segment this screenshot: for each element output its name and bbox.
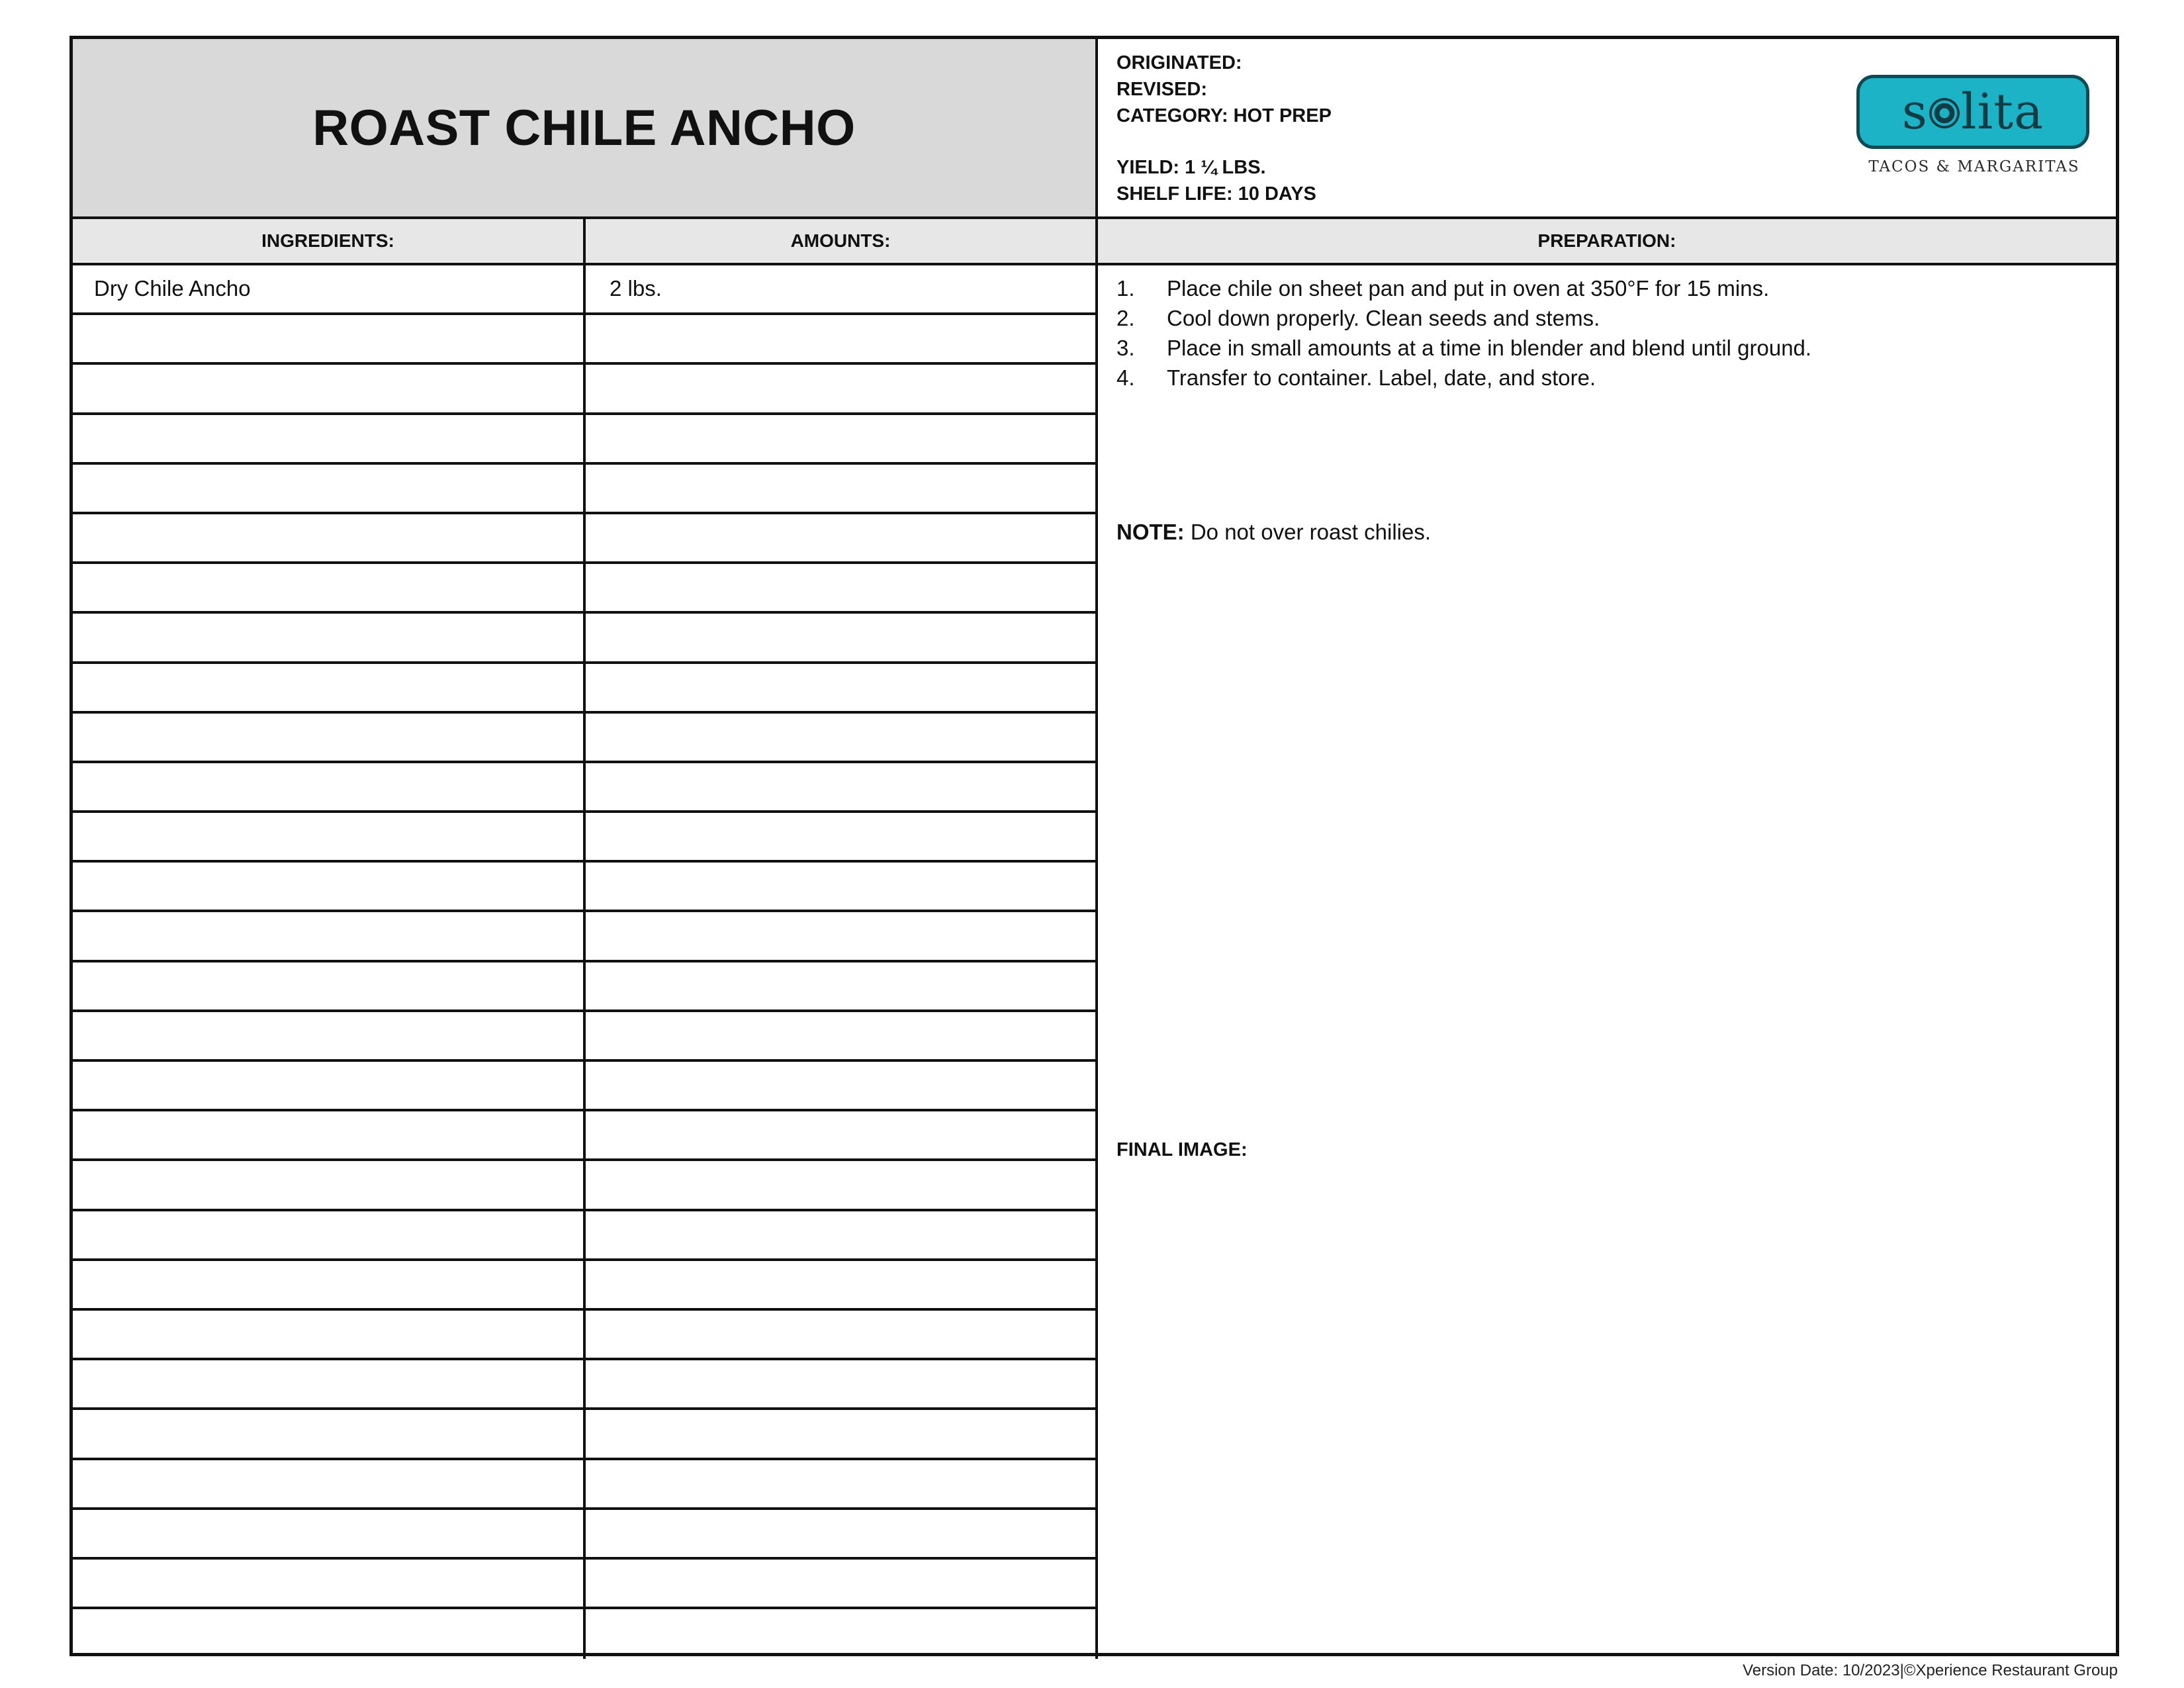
version-footer: Version Date: 10/2023|©Xperience Restaurant Group (1743, 1662, 2118, 1679)
ingredient-cell (73, 962, 586, 1009)
logo-badge (1856, 75, 2089, 149)
table-row (73, 1311, 1098, 1360)
table-row (73, 564, 1098, 614)
amount-cell (586, 1311, 1098, 1358)
table-row (73, 1460, 1098, 1510)
table-row (73, 962, 1098, 1012)
amount-cell (586, 1161, 1098, 1208)
table-row (73, 813, 1098, 863)
ingredient-cell (73, 1410, 586, 1457)
ingredient-cell (73, 365, 586, 412)
amount-cell (586, 315, 1098, 362)
logo-tagline: TACOS & MARGARITAS (1868, 158, 2080, 175)
amount-cell (586, 1360, 1098, 1407)
yield-field: YIELD: 1 ¼ LBS. (1116, 157, 1266, 178)
amount-cell: 2 lbs. (586, 265, 1098, 312)
ingredient-cell (73, 1261, 586, 1308)
table-row (73, 1161, 1098, 1211)
step-number: 4. (1116, 365, 1135, 390)
ingredient-cell (73, 1311, 586, 1358)
ingredient-cell (73, 763, 586, 810)
amount-cell (586, 664, 1098, 711)
category-field: CATEGORY: HOT PREP (1116, 105, 1332, 126)
title-cell (73, 39, 1098, 219)
amount-cell (586, 365, 1098, 412)
amount-cell (586, 1261, 1098, 1308)
table-row (73, 1510, 1098, 1560)
ingredient-cell (73, 863, 586, 910)
table-row (73, 1012, 1098, 1062)
amount-cell (586, 564, 1098, 611)
table-row (73, 714, 1098, 763)
ingredient-cell (73, 1609, 586, 1659)
amount-cell (586, 813, 1098, 860)
solita-logo (1856, 75, 2092, 175)
table-row (73, 315, 1098, 365)
preparation-step (1116, 363, 1811, 393)
ingredient-cell (73, 1360, 586, 1407)
table-row (73, 365, 1098, 414)
table-row (73, 1062, 1098, 1111)
table-row (73, 1410, 1098, 1460)
ingredient-cell: Dry Chile Ancho (73, 265, 586, 312)
amount-cell (586, 1560, 1098, 1607)
table-row (73, 265, 1098, 315)
ingredient-cell (73, 415, 586, 462)
ingredients-header: INGREDIENTS: (73, 219, 586, 265)
step-number: 1. (1116, 276, 1135, 301)
ingredient-cell (73, 912, 586, 959)
preparation-step (1116, 333, 1811, 363)
amount-cell (586, 465, 1098, 512)
table-row (73, 514, 1098, 564)
table-row (73, 1111, 1098, 1161)
step-text: Place in small amounts at a time in blender and blend until ground. (1167, 336, 1812, 360)
table-row (73, 1609, 1098, 1659)
sun-medallion-icon (1929, 98, 1960, 128)
amount-cell (586, 1211, 1098, 1258)
amount-cell (586, 415, 1098, 462)
amount-cell (586, 863, 1098, 910)
table-row (73, 863, 1098, 912)
step-number: 3. (1116, 336, 1135, 360)
recipe-card (69, 36, 2119, 1656)
ingredient-table (73, 265, 1098, 1659)
ingredient-cell (73, 1460, 586, 1507)
ingredient-cell (73, 813, 586, 860)
note-label: NOTE: (1116, 520, 1185, 544)
recipe-title: ROAST CHILE ANCHO (312, 99, 856, 156)
table-row (73, 1360, 1098, 1410)
ingredient-cell (73, 1012, 586, 1059)
logo-wordmark: s lita (1901, 83, 2044, 140)
amount-cell (586, 1111, 1098, 1158)
amount-cell (586, 614, 1098, 661)
note (1116, 520, 1431, 545)
amount-cell (586, 1062, 1098, 1109)
step-text: Transfer to container. Label, date, and store. (1167, 365, 1596, 390)
amount-cell (586, 1510, 1098, 1557)
meta-info (1116, 50, 1332, 207)
preparation-header: PREPARATION: (1098, 219, 2116, 265)
amount-cell (586, 763, 1098, 810)
ingredient-cell (73, 564, 586, 611)
table-row (73, 664, 1098, 714)
table-row (73, 1211, 1098, 1261)
originated-field: ORIGINATED: (1116, 52, 1242, 73)
amount-cell (586, 1012, 1098, 1059)
preparation-steps (1116, 273, 1811, 393)
preparation-panel (1098, 265, 2116, 1653)
table-row (73, 415, 1098, 465)
table-row (73, 912, 1098, 962)
ingredient-cell (73, 664, 586, 711)
table-row (73, 1261, 1098, 1311)
ingredient-cell (73, 714, 586, 761)
amounts-header: AMOUNTS: (586, 219, 1098, 265)
amount-cell (586, 714, 1098, 761)
table-row (73, 614, 1098, 663)
amount-cell (586, 1460, 1098, 1507)
amount-cell (586, 912, 1098, 959)
ingredient-cell (73, 1161, 586, 1208)
preparation-step (1116, 273, 1811, 303)
ingredient-cell (73, 1510, 586, 1557)
table-row (73, 763, 1098, 813)
ingredient-cell (73, 315, 586, 362)
shelf-life-field: SHELF LIFE: 10 DAYS (1116, 183, 1316, 205)
ingredient-cell (73, 1560, 586, 1607)
ingredient-cell (73, 1111, 586, 1158)
step-number: 2. (1116, 306, 1135, 330)
table-row (73, 1560, 1098, 1609)
ingredient-cell (73, 465, 586, 512)
meta-cell (1098, 39, 2116, 219)
ingredient-cell (73, 614, 586, 661)
table-row (73, 465, 1098, 514)
amount-cell (586, 1609, 1098, 1659)
amount-cell (586, 962, 1098, 1009)
preparation-step (1116, 303, 1811, 333)
ingredient-cell (73, 1062, 586, 1109)
ingredient-cell (73, 1211, 586, 1258)
amount-cell (586, 1410, 1098, 1457)
ingredient-cell (73, 514, 586, 561)
step-text: Cool down properly. Clean seeds and stems. (1167, 306, 1600, 330)
amount-cell (586, 514, 1098, 561)
revised-field: REVISED: (1116, 79, 1207, 100)
final-image-label: FINAL IMAGE: (1116, 1139, 1248, 1160)
step-text: Place chile on sheet pan and put in oven at 350°F for 15 mins. (1167, 276, 1770, 301)
note-text: Do not over roast chilies. (1184, 520, 1432, 544)
